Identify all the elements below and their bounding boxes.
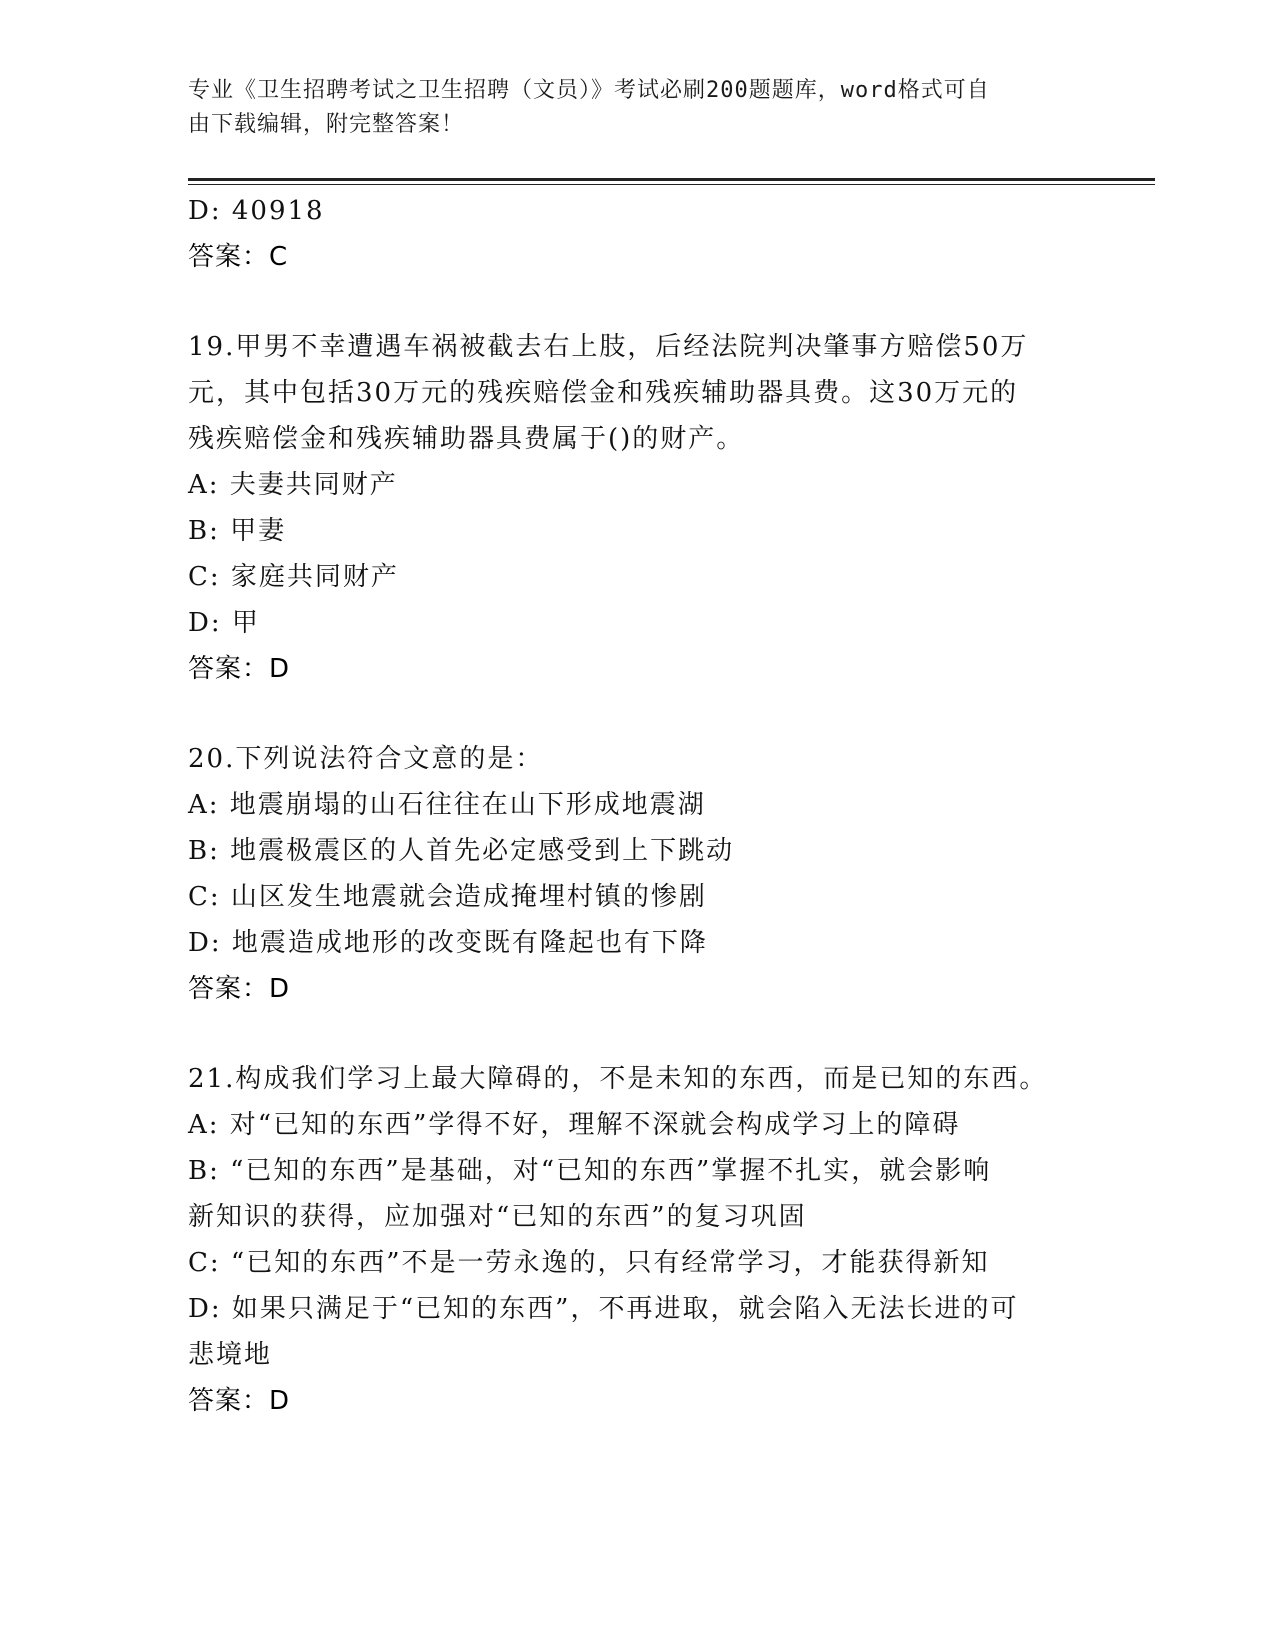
option-b: B: 地震极震区的人首先必定感受到上下跳动 [188,836,735,866]
question-20 [188,736,1088,1012]
question-stem-line: 元，其中包括30万元的残疾赔偿金和残疾辅助器具费。这30万元的 [188,378,1019,408]
document-header [188,74,1068,142]
answer-line: 答案：D [188,654,291,684]
question-21 [188,1056,1088,1424]
spacer [188,280,1088,324]
option-d: D: 甲 [188,608,260,638]
option-c: C: 山区发生地震就会造成掩埋村镇的惨剧 [188,882,707,912]
question-stem-line: 残疾赔偿金和残疾辅助器具费属于()的财产。 [188,424,745,454]
header-divider-thick [188,178,1155,181]
option-b: B: “已知的东西”是基础，对“已知的东西”掌握不扎实，就会影响 [188,1156,992,1186]
option-d-continued: 悲境地 [188,1340,273,1370]
spacer [188,1012,1088,1056]
option-a: A: 对“已知的东西”学得不好，理解不深就会构成学习上的障碍 [188,1110,961,1140]
header-line-1: 专业《卫生招聘考试之卫生招聘（文员）》考试必刷200题题库，word格式可自 [188,78,990,103]
question-stem-line: 20.下列说法符合文意的是： [188,744,544,774]
option-d: D: 40918 [188,196,325,226]
option-a: A: 夫妻共同财产 [188,470,398,500]
option-c: C: 家庭共同财产 [188,562,399,592]
question-19 [188,324,1088,692]
option-c: C: “已知的东西”不是一劳永逸的，只有经常学习，才能获得新知 [188,1248,990,1278]
header-line-2: 由下载编辑，附完整答案！ [188,112,465,137]
document-body [188,188,1088,1424]
option-b-continued: 新知识的获得，应加强对“已知的东西”的复习巩固 [188,1202,807,1232]
header-divider-thin [188,184,1155,185]
option-d: D: 地震造成地形的改变既有隆起也有下降 [188,928,708,958]
previous-question-tail [188,188,1088,280]
option-a: A: 地震崩塌的山石往往在山下形成地震湖 [188,790,706,820]
spacer [188,692,1088,736]
question-stem-line: 19.甲男不幸遭遇车祸被截去右上肢，后经法院判决肇事方赔偿50万 [188,332,1029,362]
option-d: D: 如果只满足于“已知的东西”，不再进取，就会陷入无法长进的可 [188,1294,1019,1324]
question-stem-line: 21.构成我们学习上最大障碍的，不是未知的东西，而是已知的东西。 [188,1064,1048,1094]
answer-line: 答案：C [188,242,289,272]
answer-line: 答案：D [188,974,291,1004]
answer-line: 答案：D [188,1386,291,1416]
option-b: B: 甲妻 [188,516,287,546]
